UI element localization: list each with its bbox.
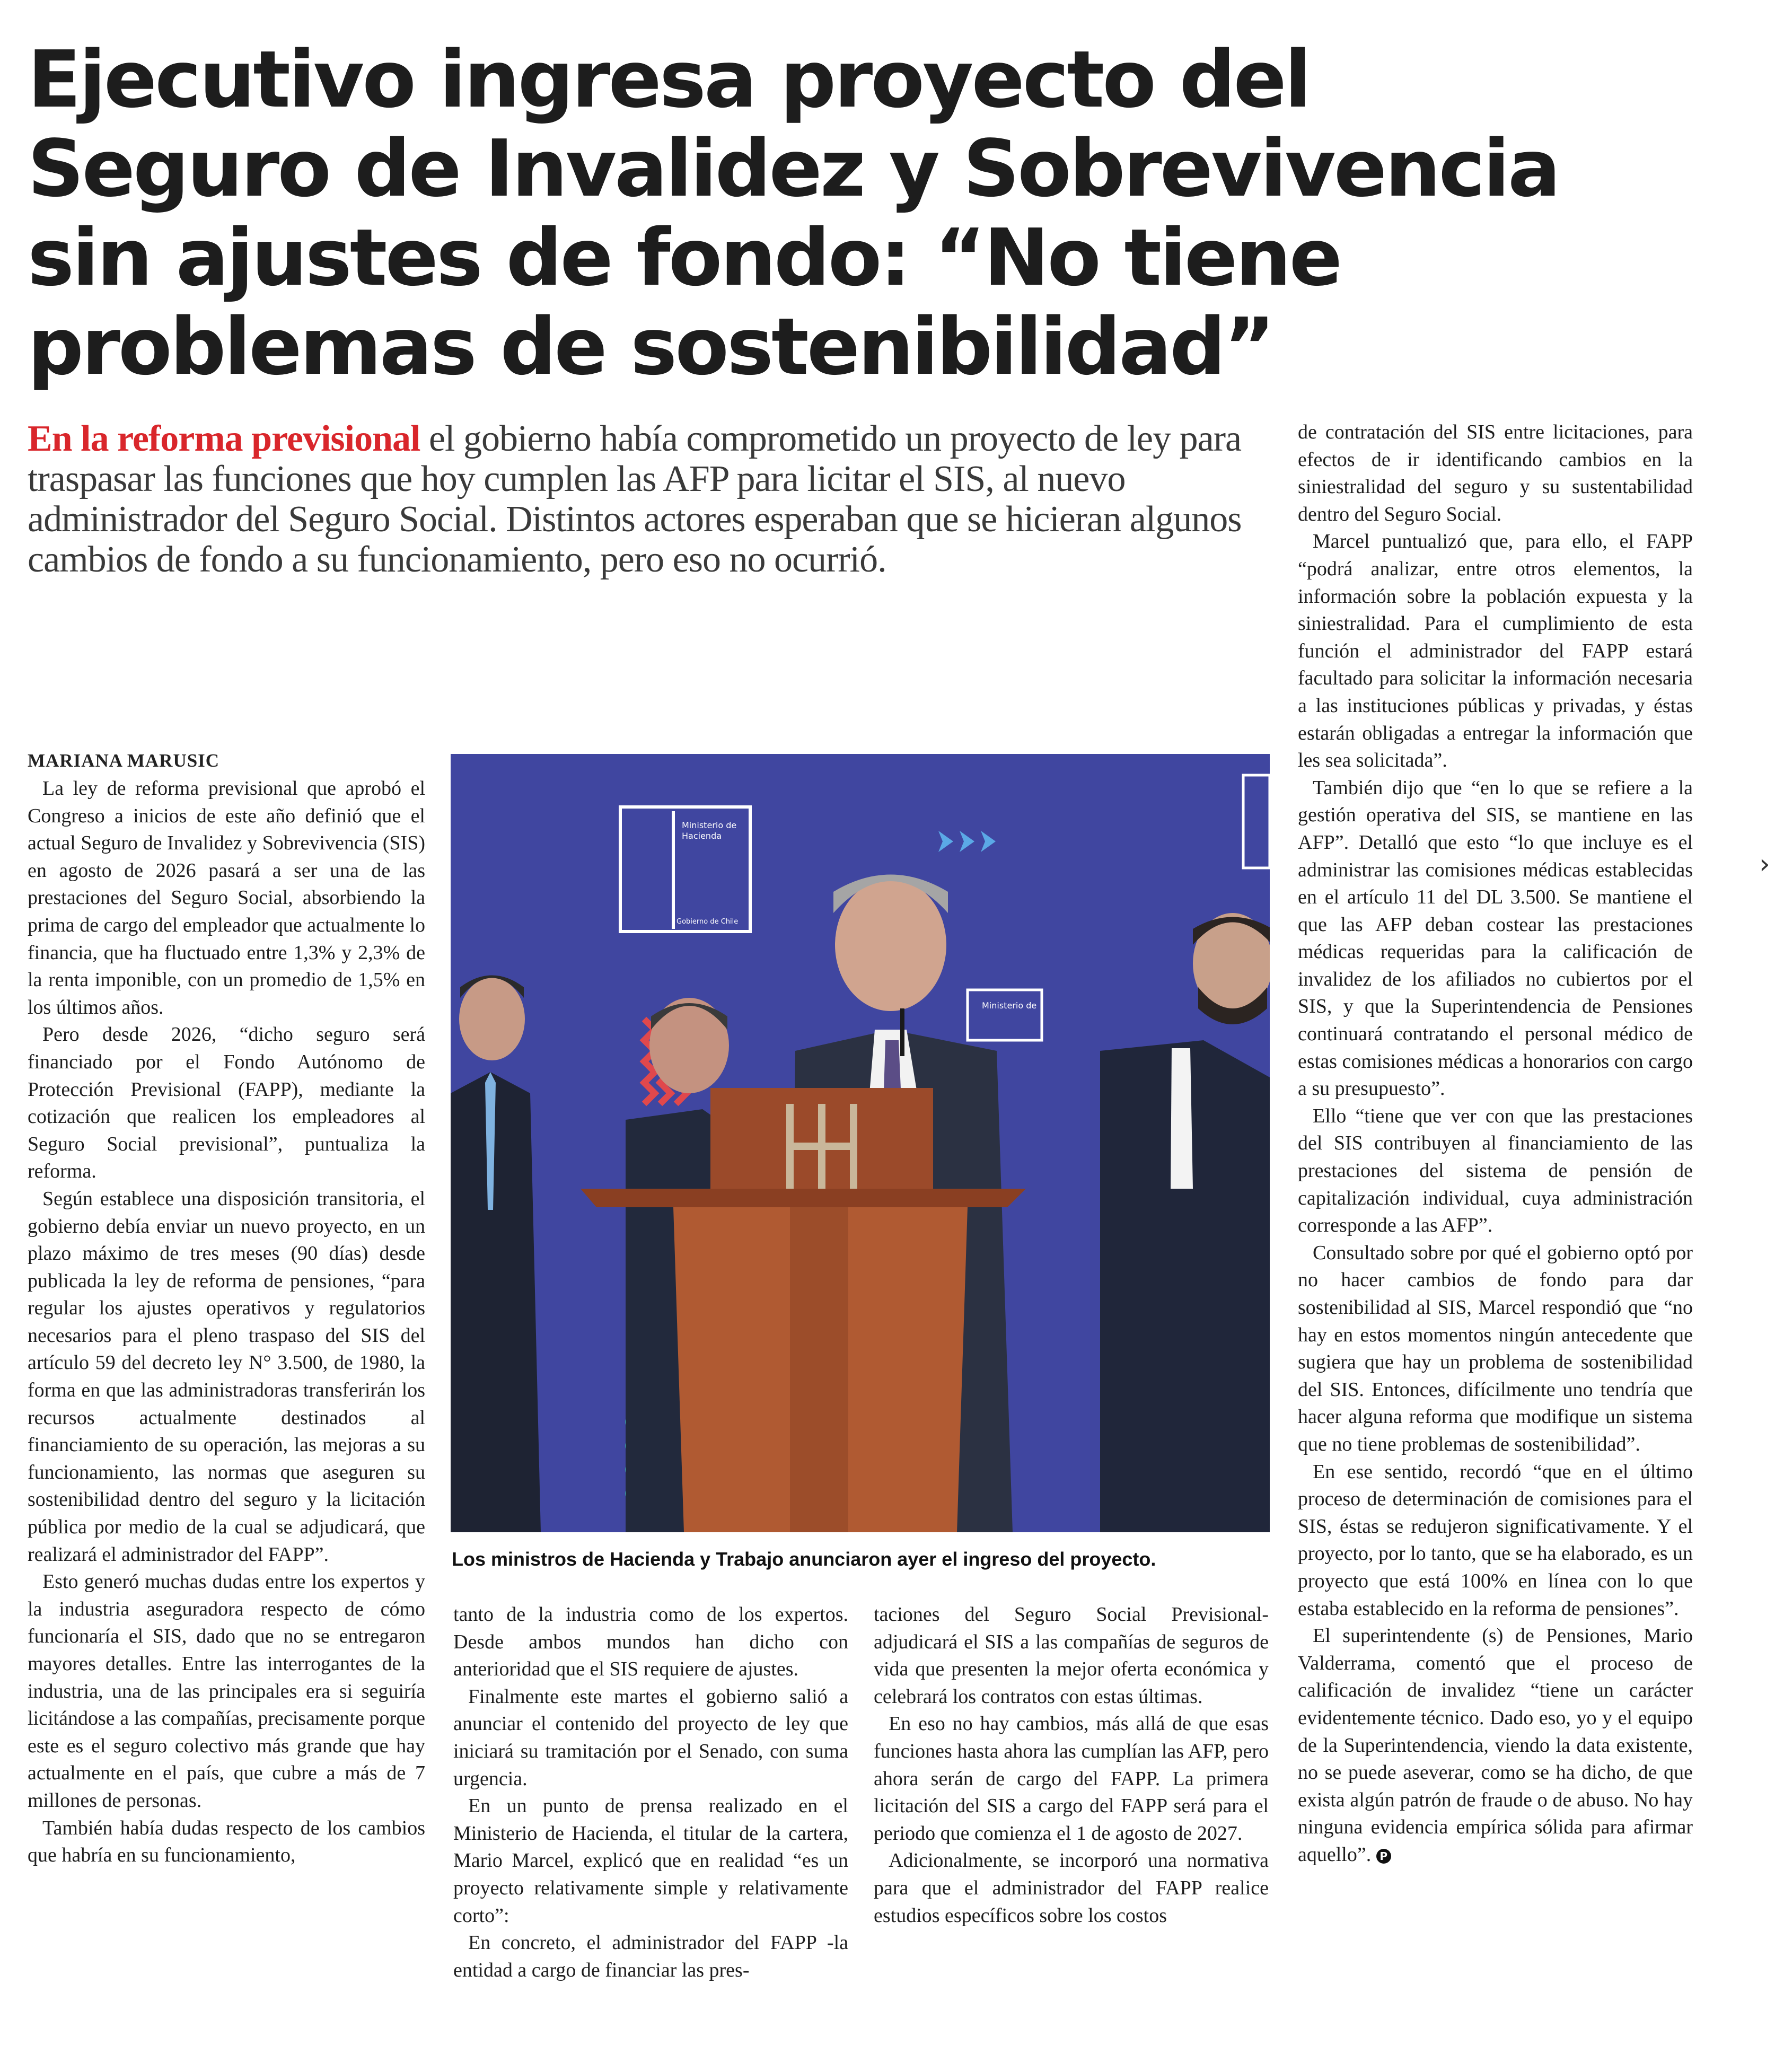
headline: Ejecutivo ingresa proyecto del Seguro de Invalidez y Sobrevivencia sin ajustes de fondo: “No tiene problemas de sostenibilidad”: [28, 34, 1559, 392]
column-2: [453, 1601, 848, 1984]
paragraph: Finalmente este martes el gobierno salió a anunciar el contenido del proyecto de ley que iniciará su tramitación por el Senado, con suma urgencia.: [453, 1685, 848, 1790]
paragraph: También dijo que “en lo que se refiere a la gestión operativa del SIS, se mantiene en las AFP”. Detalló que esto “lo que incluye es el administrar las comisiones médicas establecidas en el artículo 11 del DL 3.500. Se mantiene el que las AFP deban costear las prestaciones médicas requeridas para la calificación de invalidez de los afiliados no cubiertos por el SIS, y que la Superintendencia de Pensiones continuará contratando el personal médico de estas comisiones médicas a honorarios con cargo a su presupuesto”.: [1298, 776, 1693, 1100]
paragraph: Adicionalmente, se incorporó una normativa para que el administrador del FAPP realice estudios específicos sobre los costos: [874, 1849, 1269, 1927]
column-3: [874, 1601, 1269, 1929]
lead-text: el gobierno había comprometido un proyecto de ley para traspasar las funciones que hoy cumplen las AFP para licitar el SIS, al nuevo administrador del Seguro Social. Distintos actores esperaban que se hicieran algunos cambios de fondo a su funcionamiento, pero eso no ocurrió.: [28, 418, 1242, 580]
column-1: [28, 775, 425, 1869]
paragraph: En eso no hay cambios, más allá de que esas funciones hasta ahora las cumplían las AFP, pero ahora serán de cargo del FAPP. La primera licitación del SIS a cargo del FAPP será para el periodo que comienza el 1 de agosto de 2027.: [874, 1713, 1269, 1845]
paragraph: tanto de la industria como de los expertos. Desde ambos mundos han dicho con anterioridad que el SIS requiere de ajustes.: [453, 1603, 848, 1681]
sign-line-2: Hacienda: [682, 831, 722, 841]
lead-kicker: En la reforma previsional: [28, 418, 420, 459]
paragraph: taciones del Seguro Social Previsional- adjudicará el SIS a las compañías de seguros de vida que presenten la mejor oferta económica y celebrará los contratos con estas últimas.: [874, 1603, 1269, 1708]
paragraph: En concreto, el administrador del FAPP -la entidad a cargo de financiar las pres-: [453, 1931, 848, 1981]
paragraph-text: El superintendente (s) de Pensiones, Mario Valderrama, comentó que el proceso de calificación de invalidez “tiene un carácter evidentemente técnico. Dado eso, yo y el equipo de la Superintendencia, viendo la data existente, no se puede aseverar, como se ha dicho, de que exista algún patrón de fraude o de abuso. No hay ninguna evidencia empírica sólida para afirmar aquello”.: [1298, 1625, 1693, 1866]
column-4: [1298, 419, 1693, 1868]
paragraph: En un punto de prensa realizado en el Ministerio de Hacienda, el titular de la cartera, Mario Marcel, explicó que en realidad “es un proyecto relativamente simple y relativamente corto”:: [453, 1795, 848, 1927]
sign-line-3: Gobierno de Chile: [676, 918, 739, 926]
photo-caption: Los ministros de Hacienda y Trabajo anunciaron ayer el ingreso del proyecto.: [452, 1548, 1156, 1570]
paragraph: La ley de reforma previsional que aprobó el Congreso a inicios de este año definió que el actual Seguro de Invalidez y Sobrevivencia (SIS) en agosto de 2026 pasará a ser una de las prestaciones del Seguro Social, absorbiendo la prima de cargo del empleador que actualmente lo financia, que ha fluctuado entre 1,3% y 2,3% de la renta imponible, con un promedio de 1,5% en los últimos años.: [28, 777, 425, 1019]
paragraph: En ese sentido, recordó “que en el último proceso de determinación de comisiones para el SIS, éstas se redujeron significativamente. Y el proyecto, por lo tanto, que se ha elaborado, es un proyecto que está 100% en línea con lo que estaba establecido en la reforma de pensiones”.: [1298, 1460, 1693, 1620]
byline: MARIANA MARUSIC: [28, 750, 220, 771]
lead-paragraph: [28, 419, 1279, 580]
sign-right-text: Ministerio de: [982, 1000, 1037, 1011]
end-mark-icon: P: [1376, 1849, 1391, 1864]
next-page-chevron-icon[interactable]: ›: [1759, 848, 1770, 880]
article-photo: [451, 754, 1270, 1532]
microphone: [900, 1008, 904, 1056]
press-conference-illustration: [451, 754, 1270, 1532]
paragraph: Esto generó muchas dudas entre los expertos y la industria aseguradora respecto de cómo funcionaría el SIS, dado que no se entregaron mayores detalles. Entre las interrogantes de la industria, una de las principales era si seguiría licitándose a las compañías, precisamente porque este es el seguro colectivo más grande que hay actualmente en el país, que cubre a más de 7 millones de personas.: [28, 1570, 425, 1812]
paragraph: Ello “tiene que ver con que las prestaciones del SIS contribuyen al financiamiento de las prestaciones del sistema de pensión de capitalización individual, cuya administración corresponde a las AFP”.: [1298, 1104, 1693, 1237]
paragraph: También había dudas respecto de los cambios que habría en su funcionamiento,: [28, 1816, 425, 1867]
paragraph: de contratación del SIS entre licitaciones, para efectos de ir identificando cambios en la siniestralidad del seguro y su sustentabilidad dentro del Seguro Social.: [1298, 421, 1693, 525]
paragraph: Según establece una disposición transitoria, el gobierno debía enviar un nuevo proyecto, en un plazo máximo de tres meses (90 días) desde publicada la ley de reforma de pensiones, “para regular los ajustes operativos y regulatorios necesarios para el pleno traspaso del SIS del artículo 59 del decreto ley N° 3.500, de 1980, la forma en que las administradoras transferirán los recursos actualmente destinados al financiamiento de su operación, las mejoras a su funcionamiento, las normas que aseguren su sostenibilidad dentro del seguro y la licitación pública por medio de la cual se adjudicará, que realizará el administrador del FAPP”.: [28, 1187, 425, 1566]
paragraph: Consultado sobre por qué el gobierno optó por no hacer cambios de fondo para dar sostenibilidad al SIS, Marcel respondió que “no hay en estos momentos ningún antecedente que sugiera que hay un problema de sostenibilidad del SIS. Entonces, difícilmente uno tendría que hacer alguna reforma que modifique un sistema que no tiene problemas de sostenibilidad”.: [1298, 1241, 1693, 1455]
paragraph: Marcel puntualizó que, para ello, el FAPP “podrá analizar, entre otros elementos, la información sobre la población expuesta y la siniestralidad. Para el cumplimiento de esta función el administrador del FAPP estará facultado para solicitar la información necesaria a las instituciones públicas y privadas, y éstas estarán obligadas a entregar la información que les sea solicitada”.: [1298, 530, 1693, 772]
sign-line-1: Ministerio de: [682, 820, 737, 830]
paragraph: Pero desde 2026, “dicho seguro será financiado por el Fondo Autónomo de Protección Previsional (FAPP), mediante la cotización que realicen los empleadores al Seguro Social previsional”, puntualiza la reforma.: [28, 1023, 425, 1183]
paragraph-last: [1298, 1622, 1693, 1868]
